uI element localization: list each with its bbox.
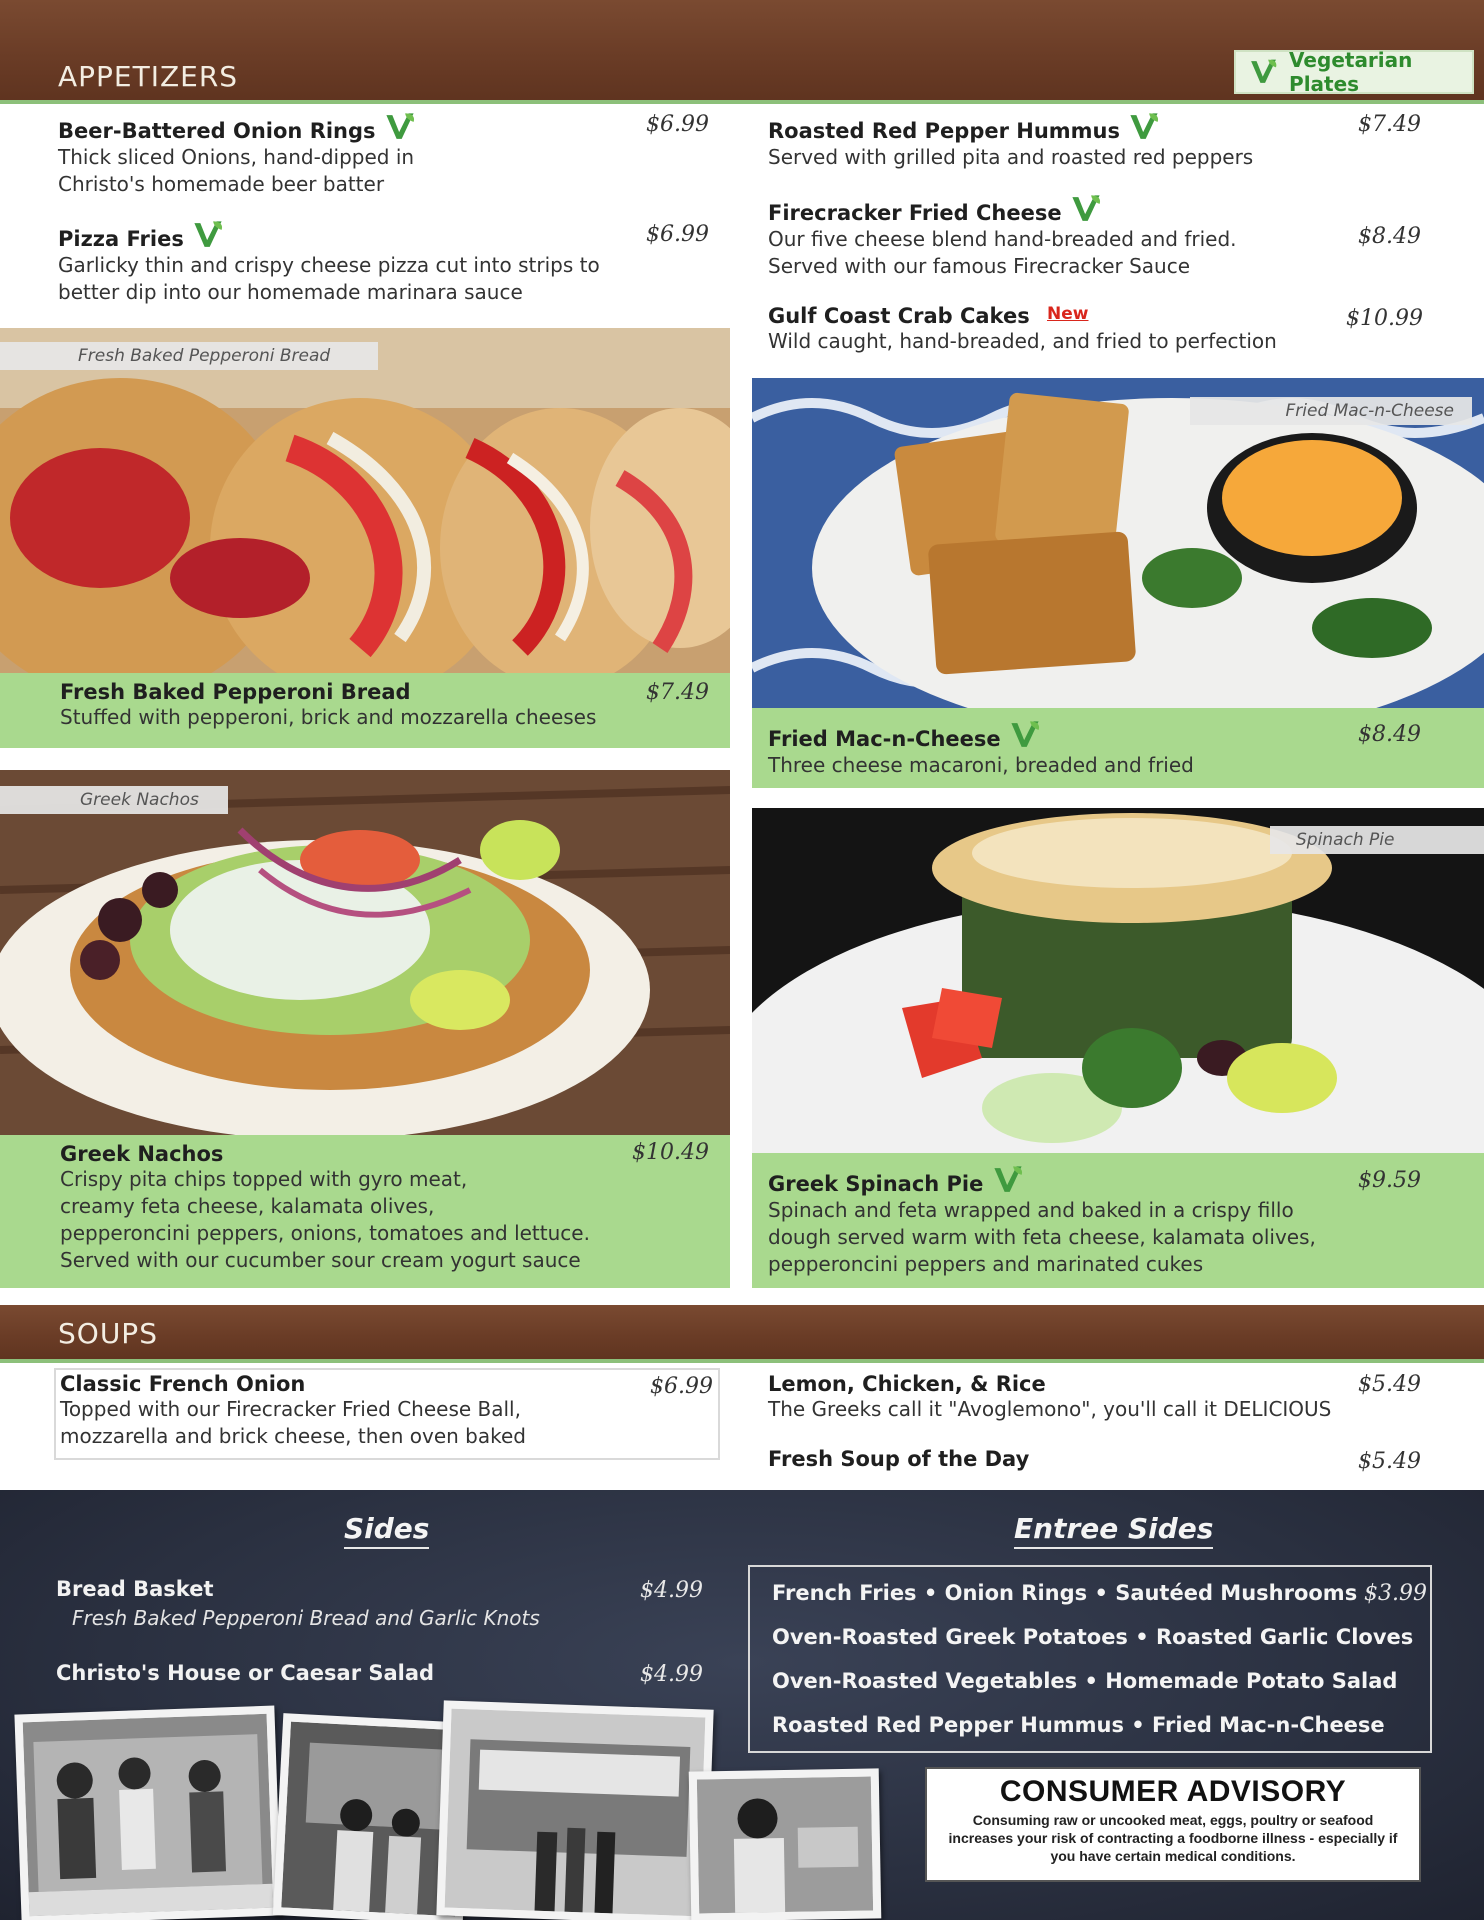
item-price: $5.49 [1358,1449,1421,1474]
menu-item-greek-nachos [60,1142,680,1274]
item-price: $5.49 [1358,1372,1421,1397]
greek-nachos-photo [0,770,730,1135]
menu-item-pizza-fries [58,218,618,306]
entree-sides-title: Entree Sides [1014,1512,1213,1549]
item-description-line: Crispy pita chips topped with gyro meat, [60,1167,468,1191]
v-leaf-icon [1248,55,1279,89]
menu-item-mac-n-cheese [768,718,1348,779]
item-description-line: mozzarella and brick cheese, then oven baked [60,1424,526,1448]
v-leaf-icon [1069,192,1103,226]
v-leaf-icon [1127,110,1161,144]
v-leaf-icon [383,110,417,144]
item-name: Gulf Coast Crab Cakes [768,304,1030,328]
side-item-house-salad: Christo's House or Caesar Salad [56,1661,435,1685]
item-description-line: pepperoncini peppers and marinated cukes [768,1252,1204,1276]
item-description-line: Topped with our Firecracker Fried Cheese Ball, [60,1397,521,1421]
item-name: Pizza Fries [58,227,184,251]
entree-sides-line: Oven-Roasted Vegetables • Homemade Potato Salad [772,1669,1398,1693]
item-description-line: dough served warm with feta cheese, kalamata olives, [768,1225,1316,1249]
item-name: Fresh Soup of the Day [768,1447,1030,1471]
spinach-pie-photo [752,808,1484,1153]
item-price: $6.99 [646,222,709,247]
item-name: Fried Mac-n-Cheese [768,727,1001,751]
photo-caption-mac-n-cheese: Fried Mac-n-Cheese [1190,397,1472,425]
item-price: $8.49 [1358,722,1421,747]
menu-item-crab-cakes [768,304,1368,355]
item-description-line: pepperoncini peppers, onions, tomatoes and lettuce. [60,1221,590,1245]
item-description: Three cheese macaroni, breaded and fried [768,753,1194,777]
item-price: $7.49 [1358,112,1421,137]
item-description-line: Spinach and feta wrapped and baked in a crispy fillo [768,1198,1294,1222]
item-name: Beer-Battered Onion Rings [58,119,376,143]
item-description: Garlicky thin and crispy cheese pizza cut into strips to better dip into our homemade marinara sauce [58,253,600,304]
vegetarian-badge [1234,50,1474,94]
item-name: Fresh Baked Pepperoni Bread [60,680,411,704]
v-leaf-icon [191,218,225,252]
item-description: The Greeks call it "Avoglemono", you'll call it DELICIOUS [768,1397,1332,1421]
advisory-text: Consuming raw or uncooked meat, eggs, poultry or seafood increases your risk of contracting a foodborne illness - especially if you have certain medical conditions. [948,1812,1398,1864]
new-tag: New [1047,304,1089,324]
item-description: Served with grilled pita and roasted red peppers [768,145,1254,169]
item-price: $8.49 [1358,224,1421,249]
item-name: Classic French Onion [60,1372,306,1396]
side-item-description: Fresh Baked Pepperoni Bread and Garlic Knots [72,1606,540,1630]
mac-n-cheese-photo [752,378,1484,708]
menu-item-french-onion [60,1372,620,1450]
entree-sides-line: Oven-Roasted Greek Potatoes • Roasted Garlic Cloves [772,1625,1414,1649]
photo-caption-spinach-pie: Spinach Pie [1270,826,1484,854]
menu-item-onion-rings [58,110,618,198]
menu-item-hummus [768,110,1328,171]
advisory-title: CONSUMER ADVISORY [999,1775,1347,1808]
vintage-photo-4 [689,1768,882,1920]
consumer-advisory [925,1767,1421,1882]
entree-sides-line: Roasted Red Pepper Hummus • Fried Mac-n-Cheese [772,1713,1385,1737]
item-price: $9.59 [1358,1168,1421,1193]
item-name: Firecracker Fried Cheese [768,201,1062,225]
item-price: $6.99 [650,1374,713,1399]
side-item-bread-basket: Bread Basket [56,1577,214,1601]
menu-item-firecracker-cheese [768,192,1268,280]
item-name: Greek Nachos [60,1142,224,1166]
item-description: Our five cheese blend hand-breaded and fried. Served with our famous Firecracker Sauce [768,227,1237,278]
item-price: $7.49 [646,680,709,705]
appetizers-title: APPETIZERS [58,60,239,93]
menu-item-soup-of-the-day [768,1447,1029,1471]
item-price: $10.99 [1346,306,1423,331]
appetizers-band [0,0,1484,104]
pepperoni-bread-photo [0,328,730,673]
vintage-photo-1 [14,1706,281,1920]
item-price: $10.49 [632,1140,709,1165]
side-item-price: $4.99 [640,1578,703,1603]
item-description: Thick sliced Onions, hand-dipped in Christo's homemade beer batter [58,145,415,196]
side-item-price: $4.99 [640,1662,703,1687]
item-name: Roasted Red Pepper Hummus [768,119,1120,143]
entree-sides-price: $3.99 [1364,1581,1427,1606]
soups-band [0,1305,1484,1363]
menu-item-avgolemono [768,1372,1388,1423]
soups-title: SOUPS [58,1317,158,1350]
entree-sides-line: French Fries • Onion Rings • Sautéed Mushrooms [772,1581,1358,1605]
vintage-photo-3 [436,1700,713,1920]
menu-item-spinach-pie [768,1163,1408,1278]
item-price: $6.99 [646,112,709,137]
photo-caption-greek-nachos: Greek Nachos [0,786,228,814]
entree-sides-box [748,1565,1432,1753]
photo-caption-pepperoni-bread: Fresh Baked Pepperoni Bread [0,342,378,370]
vegetarian-badge-label: Vegetarian Plates [1289,48,1413,96]
item-description-line: creamy feta cheese, kalamata olives, [60,1194,435,1218]
item-description: Stuffed with pepperoni, brick and mozzarella cheeses [60,705,597,729]
menu-item-pepperoni-bread [60,680,680,731]
item-name: Greek Spinach Pie [768,1172,984,1196]
item-description: Wild caught, hand-breaded, and fried to perfection [768,329,1277,353]
v-leaf-icon [1008,718,1042,752]
item-name: Lemon, Chicken, & Rice [768,1372,1046,1396]
sides-title: Sides [344,1512,429,1549]
v-leaf-icon [991,1163,1025,1197]
item-description-line: Served with our cucumber sour cream yogurt sauce [60,1248,581,1272]
